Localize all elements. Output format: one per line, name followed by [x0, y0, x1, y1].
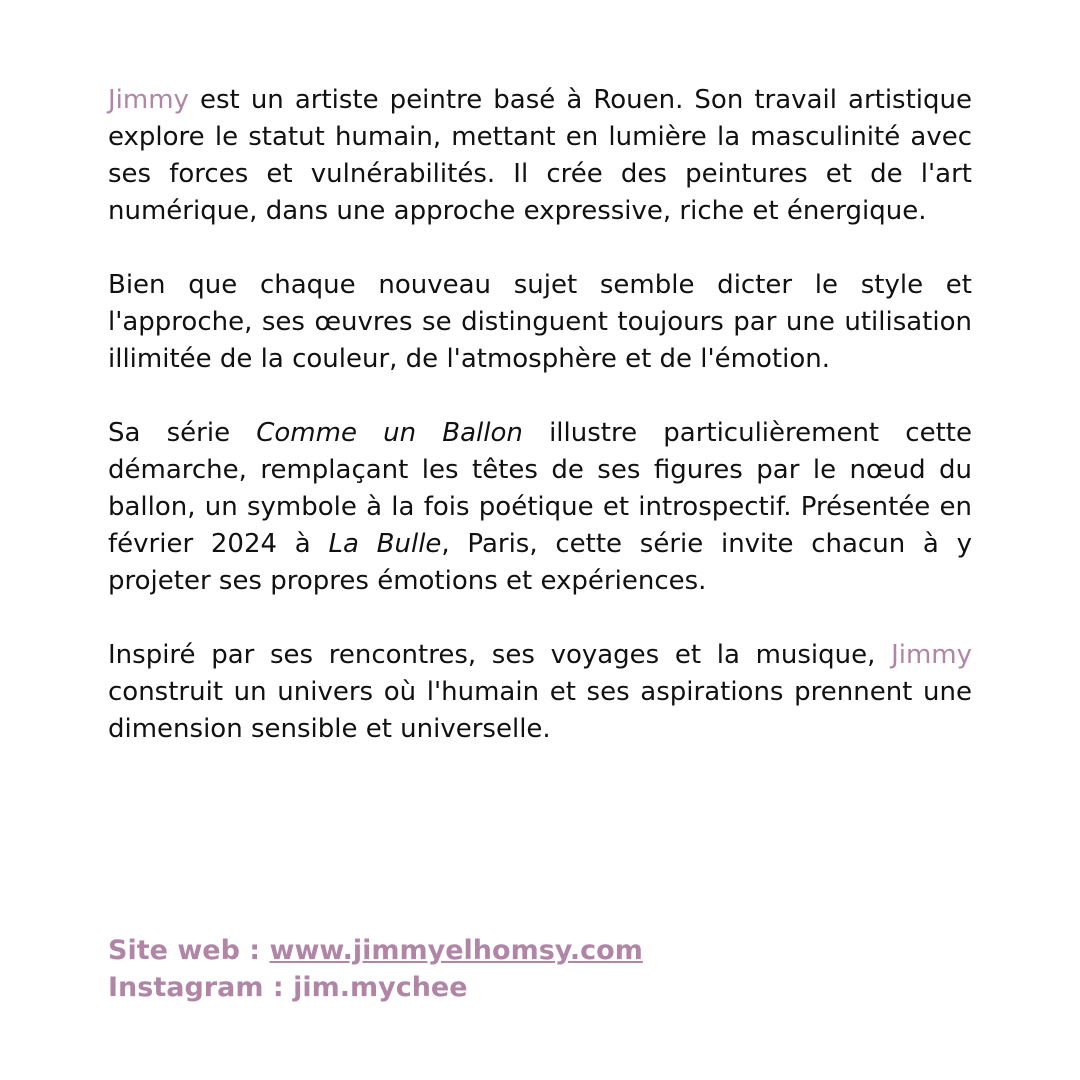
- contact-block: [108, 932, 972, 1006]
- venue-name: La Bulle: [328, 529, 442, 559]
- instagram-handle[interactable]: jim.mychee: [293, 972, 468, 1003]
- artist-name: Jimmy: [891, 640, 972, 670]
- paragraph-inspiration-text-1: Inspiré par ses rencontres, ses voyages et la musique,: [108, 640, 892, 670]
- paragraph-series-text-1: Sa série: [108, 418, 257, 448]
- paragraph-intro: [108, 82, 972, 230]
- paragraph-series-text-3: , Paris, cette série invite chacun à y projeter ses propres émotions et expériences.: [108, 529, 972, 596]
- paragraph-inspiration-text-2: construit un univers où l'humain et ses aspirations prennent une dimension sensible et universelle.: [108, 677, 972, 744]
- website-label: Site web :: [108, 935, 270, 966]
- paragraph-style-text: Bien que chaque nouveau sujet semble dicter le style et l'approche, ses œuvres se distinguent toujours par une utilisation illimitée de la couleur, de l'atmosphère et de l'émotion.: [108, 270, 972, 374]
- artist-name: Jimmy: [108, 85, 189, 115]
- paragraph-intro-text: est un artiste peintre basé à Rouen. Son travail artistique explore le statut humain, mettant en lumière la masculinité avec ses forces et vulnérabilités. Il crée des peintures et de l'art numérique, dans une approche expressive, riche et énergique.: [108, 85, 972, 226]
- paragraph-inspiration: [108, 637, 972, 748]
- paragraph-series-text-2: illustre particulièrement cette démarche, remplaçant les têtes de ses figures par le nœud du ballon, un symbole à la fois poétique et introspectif. Présentée en février 2024 à: [108, 418, 972, 559]
- website-link[interactable]: www.jimmyelhomsy.com: [269, 935, 643, 966]
- website-line: [108, 932, 972, 969]
- instagram-label: Instagram :: [108, 972, 294, 1003]
- series-title: Comme un Ballon: [256, 418, 523, 448]
- bio-text: [108, 82, 972, 785]
- instagram-line: [108, 969, 972, 1006]
- paragraph-style: [108, 267, 972, 378]
- paragraph-series: [108, 415, 972, 600]
